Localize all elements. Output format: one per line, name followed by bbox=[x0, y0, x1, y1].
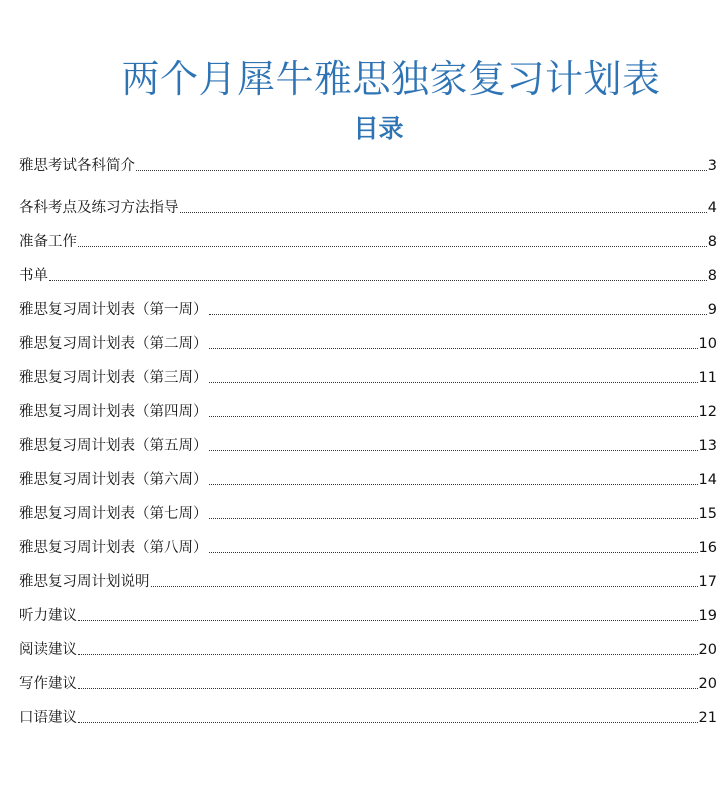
toc-entry-page: 3 bbox=[707, 158, 717, 174]
toc-dot-leader bbox=[180, 212, 707, 213]
toc-dot-leader bbox=[78, 246, 707, 247]
toc-entry-label: 雅思复习周计划表（第六周） bbox=[19, 472, 208, 488]
toc-entry[interactable] bbox=[19, 456, 717, 490]
toc-dot-leader bbox=[78, 654, 698, 655]
toc-entry-page: 15 bbox=[698, 506, 717, 522]
toc-entry[interactable] bbox=[19, 694, 717, 728]
toc-entry-label: 雅思复习周计划表（第一周） bbox=[19, 302, 208, 318]
toc-entry-page: 20 bbox=[698, 676, 717, 692]
toc-entry-label: 雅思复习周计划表（第五周） bbox=[19, 438, 208, 454]
toc-entry-page: 13 bbox=[698, 438, 717, 454]
toc-entry[interactable] bbox=[19, 660, 717, 694]
toc-entry-page: 8 bbox=[707, 234, 717, 250]
toc-entry-label: 雅思复习周计划表（第四周） bbox=[19, 404, 208, 420]
toc-entry[interactable] bbox=[19, 252, 717, 286]
toc-entry-label: 各科考点及练习方法指导 bbox=[19, 200, 179, 216]
toc-entry[interactable] bbox=[19, 524, 717, 558]
toc-entry-page: 20 bbox=[698, 642, 717, 658]
toc-entry-label: 准备工作 bbox=[19, 234, 77, 250]
toc-dot-leader bbox=[209, 382, 698, 383]
toc-entry[interactable] bbox=[19, 422, 717, 456]
toc-entry-page: 19 bbox=[698, 608, 717, 624]
toc-entry-page: 16 bbox=[698, 540, 717, 556]
toc-entry-label: 雅思复习周计划表（第八周） bbox=[19, 540, 208, 556]
toc-entry-label: 听力建议 bbox=[19, 608, 77, 624]
toc-entry-label: 雅思复习周计划表（第三周） bbox=[19, 370, 208, 386]
toc-entry[interactable] bbox=[19, 152, 717, 176]
toc-dot-leader bbox=[78, 722, 698, 723]
toc-entry[interactable] bbox=[19, 558, 717, 592]
toc-entry[interactable] bbox=[19, 490, 717, 524]
toc-dot-leader bbox=[209, 348, 698, 349]
toc-entry-label: 雅思复习周计划说明 bbox=[19, 574, 150, 590]
toc-entry[interactable] bbox=[19, 388, 717, 422]
toc-entry[interactable] bbox=[19, 626, 717, 660]
document-title: 两个月犀牛雅思独家复习计划表 bbox=[121, 57, 661, 102]
toc-dot-leader bbox=[136, 170, 707, 171]
toc-dot-leader bbox=[209, 518, 698, 519]
toc-entry-page: 12 bbox=[698, 404, 717, 420]
toc-entry[interactable] bbox=[19, 176, 717, 218]
toc-dot-leader bbox=[209, 484, 698, 485]
toc-entry-page: 8 bbox=[707, 268, 717, 284]
toc-heading: 目录 bbox=[353, 113, 404, 143]
toc-entry-page: 9 bbox=[707, 302, 717, 318]
toc-dot-leader bbox=[151, 586, 698, 587]
toc-entry-page: 14 bbox=[698, 472, 717, 488]
toc-entry-label: 雅思考试各科简介 bbox=[19, 158, 135, 174]
toc-entry-label: 雅思复习周计划表（第七周） bbox=[19, 506, 208, 522]
toc-entry[interactable] bbox=[19, 218, 717, 252]
toc-entry-label: 写作建议 bbox=[19, 676, 77, 692]
toc-entry[interactable] bbox=[19, 354, 717, 388]
toc-dot-leader bbox=[209, 450, 698, 451]
toc-dot-leader bbox=[78, 620, 698, 621]
toc-entry-page: 17 bbox=[698, 574, 717, 590]
toc-entry-label: 书单 bbox=[19, 268, 48, 284]
toc-entry-label: 阅读建议 bbox=[19, 642, 77, 658]
toc-entry-page: 4 bbox=[707, 200, 717, 216]
toc-dot-leader bbox=[209, 416, 698, 417]
table-of-contents bbox=[19, 152, 717, 728]
toc-entry-page: 10 bbox=[698, 336, 717, 352]
toc-entry[interactable] bbox=[19, 320, 717, 354]
toc-dot-leader bbox=[78, 688, 698, 689]
toc-entry-page: 21 bbox=[698, 710, 717, 726]
toc-entry-label: 雅思复习周计划表（第二周） bbox=[19, 336, 208, 352]
toc-dot-leader bbox=[209, 552, 698, 553]
toc-entry-page: 11 bbox=[698, 370, 717, 386]
toc-dot-leader bbox=[49, 280, 707, 281]
toc-entry[interactable] bbox=[19, 286, 717, 320]
toc-dot-leader bbox=[209, 314, 707, 315]
toc-entry-label: 口语建议 bbox=[19, 710, 77, 726]
toc-entry[interactable] bbox=[19, 592, 717, 626]
